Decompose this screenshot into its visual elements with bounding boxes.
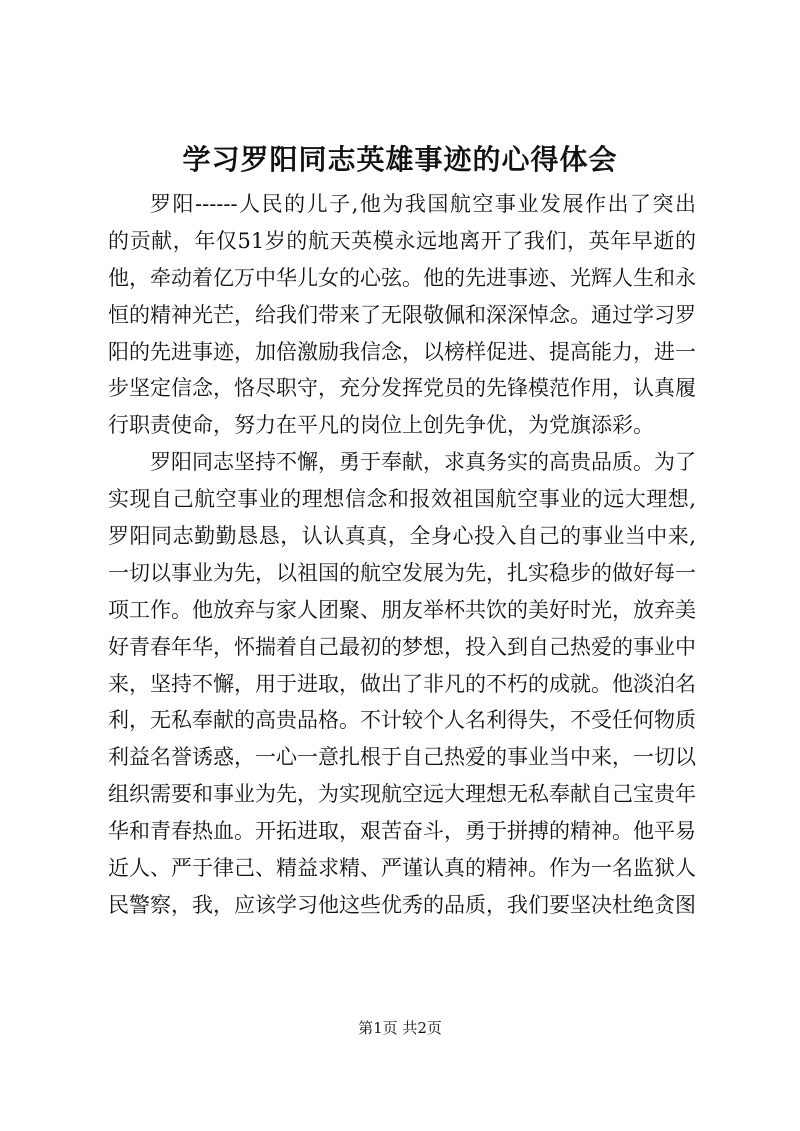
page-footer: 第1页 共2页 <box>358 1019 442 1037</box>
paragraph-1 <box>108 186 696 444</box>
paragraph-line: 阳的先进事迹，加倍激励我信念，以榜样促进、提高能力，进一 <box>108 339 696 364</box>
paragraph-line: 罗阳同志坚持不懈，勇于奉献，求真务实的高贵品质。为了 <box>150 450 696 475</box>
paragraph-line: 步坚定信念，恪尽职守，充分发挥党员的先锋模范作用，认真履 <box>108 376 696 401</box>
paragraph-line: 民警察，我，应该学习他这些优秀的品质，我们要坚决杜绝贪图 <box>108 892 696 917</box>
paragraph-line: 华和青春热血。开拓进取，艰苦奋斗，勇于拼搏的精神。他平易 <box>108 819 696 844</box>
paragraph-line: 的贡献，年仅51岁的航天英模永远地离开了我们，英年早逝的 <box>108 228 696 253</box>
paragraph-line: 恒的精神光芒，给我们带来了无限敬佩和深深悼念。通过学习罗 <box>108 302 696 327</box>
paragraph-line: 利，无私奉献的高贵品格。不计较个人名利得失，不受任何物质 <box>108 708 696 733</box>
document-body <box>108 186 696 924</box>
paragraph-line: 一切以事业为先，以祖国的航空发展为先，扎实稳步的做好每一 <box>108 560 696 585</box>
paragraph-2 <box>108 444 696 924</box>
paragraph-line: 罗阳同志勤勤恳恳，认认真真，全身心投入自己的事业当中来, <box>108 524 696 549</box>
paragraph-line: 行职责使命，努力在平凡的岗位上创先争优，为党旗添彩。 <box>108 413 654 438</box>
paragraph-line: 组织需要和事业为先，为实现航空远大理想无私奉献自己宝贵年 <box>108 782 696 807</box>
paragraph-line: 好青春年华，怀揣着自己最初的梦想，投入到自己热爱的事业中 <box>108 634 696 659</box>
paragraph-line: 他，牵动着亿万中华儿女的心弦。他的先进事迹、光辉人生和永 <box>108 265 696 290</box>
paragraph-line: 项工作。他放弃与家人团聚、朋友举杯共饮的美好时光，放弃美 <box>108 597 696 622</box>
paragraph-line: 利益名誉诱惑，一心一意扎根于自己热爱的事业当中来，一切以 <box>108 745 696 770</box>
paragraph-line: 来，坚持不懈，用于进取，做出了非凡的不朽的成就。他淡泊名 <box>108 671 696 696</box>
document-title: 学习罗阳同志英雄事迹的心得体会 <box>182 143 618 176</box>
paragraph-line: 实现自己航空事业的理想信念和报效祖国航空事业的远大理想, <box>108 487 696 512</box>
paragraph-line: 罗阳------人民的儿子,他为我国航空事业发展作出了突出 <box>150 192 696 216</box>
paragraph-line: 近人、严于律己、精益求精、严谨认真的精神。作为一名监狱人 <box>108 856 696 881</box>
